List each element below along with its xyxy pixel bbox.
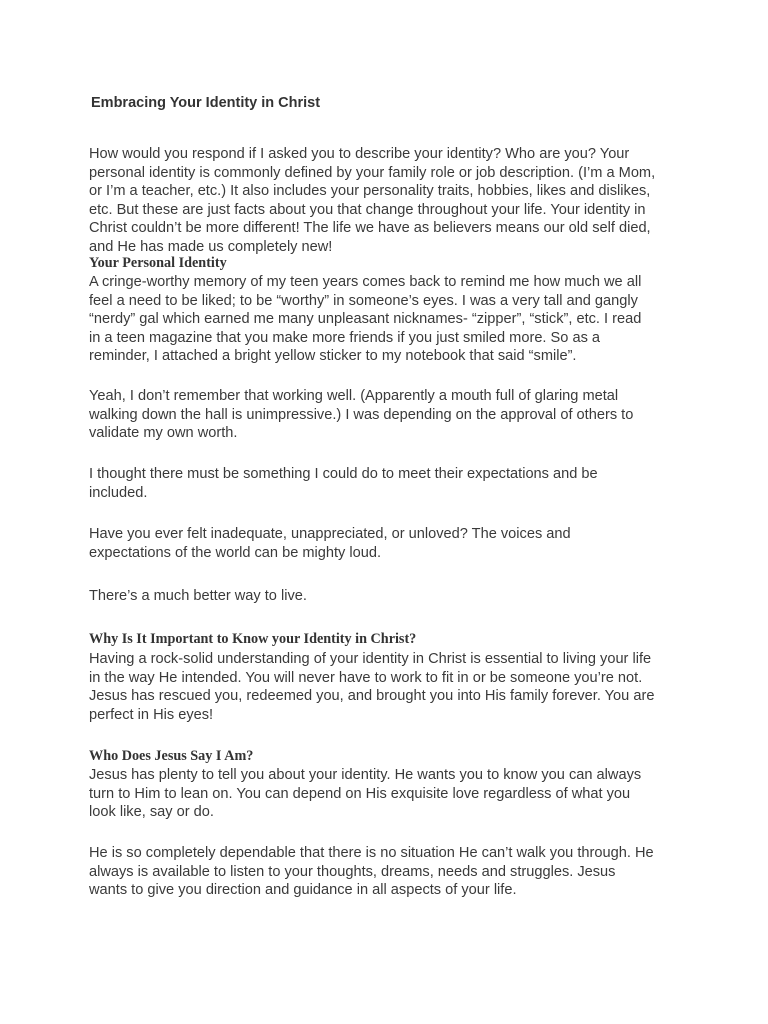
personal-identity-paragraph-3: I thought there must be something I could do to meet their expectations and be included.: [89, 466, 598, 501]
personal-identity-paragraph-2: Yeah, I don’t remember that working well. (Apparently a mouth full of glaring metal walking down the hall is unimpressive.) I was depending on the approval of others to validate my own worth.: [89, 388, 634, 441]
personal-identity-paragraph-4: Have you ever felt inadequate, unappreciated, or unloved? The voices and expectations of the world can be mighty loud.: [89, 526, 571, 561]
personal-identity-paragraph-5: There’s a much better way to live.: [89, 588, 307, 604]
why-important-paragraph: Having a rock-solid understanding of your identity in Christ is essential to living your life in the way He intended. You will never have to work to fit in or be someone you’re not. Jesus has rescued you, redeemed you, and brought you into His family forever. You are perfect in His eyes!: [89, 651, 655, 723]
section-heading-personal-identity: Your Personal Identity: [89, 255, 227, 271]
intro-paragraph: How would you respond if I asked you to describe your identity? Who are you? Your personal identity is commonly defined by your family role or job description. (I’m a Mom, or I’m a teacher, etc.) It also includes your personality traits, hobbies, likes and dislikes, etc. But these are just facts about you that change throughout your life. Your identity in Christ couldn’t be more different! The life we have as believers means our old self died, and He has made us completely new!: [89, 146, 656, 255]
section-heading-why-important: Why Is It Important to Know your Identity in Christ?: [89, 631, 417, 647]
document-title: Embracing Your Identity in Christ: [91, 95, 321, 111]
who-does-jesus-say-paragraph-2: He is so completely dependable that there is no situation He can’t walk you through. He always is available to listen to your thoughts, dreams, needs and struggles. Jesus wants to give you direction and guidance in all aspects of your life.: [89, 845, 654, 898]
section-heading-who-does-jesus-say: Who Does Jesus Say I Am?: [89, 748, 254, 764]
personal-identity-paragraph-1: A cringe-worthy memory of my teen years comes back to remind me how much we all feel a need to be liked; to be “worthy” in someone’s eyes. I was a very tall and gangly “nerdy” gal which earned me many unpleasant nicknames- “zipper”, “stick”, etc. I read in a teen magazine that you make more friends if you just smiled more. So as a reminder, I attached a bright yellow sticker to my notebook that said “smile”.: [89, 274, 642, 364]
who-does-jesus-say-paragraph-1: Jesus has plenty to tell you about your identity. He wants you to know you can always turn to Him to lean on. You can depend on His exquisite love regardless of what you look like, say or do.: [89, 767, 642, 820]
